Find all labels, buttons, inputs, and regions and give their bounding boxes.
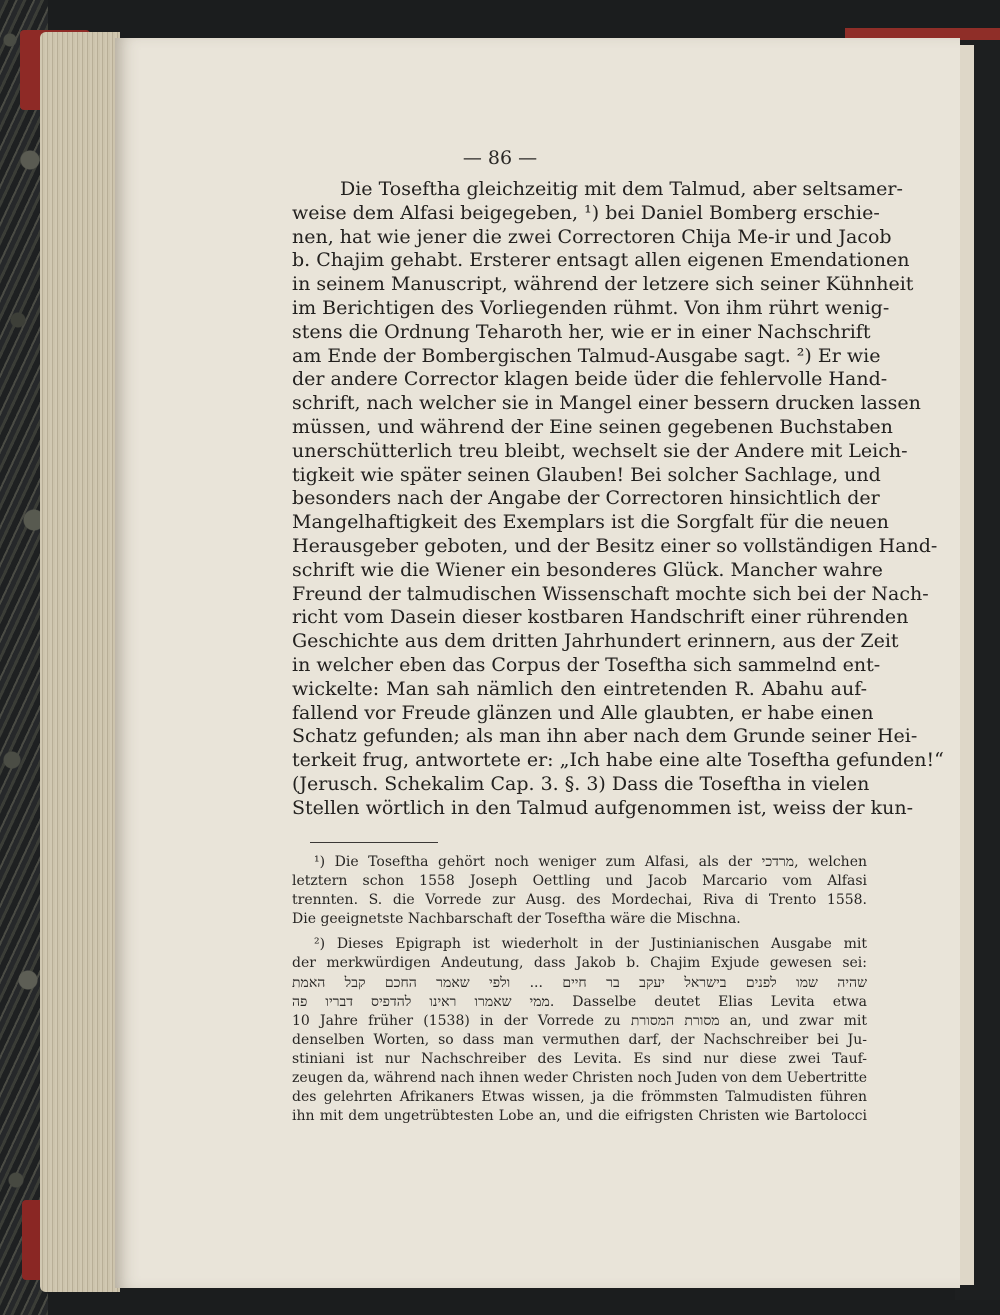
- body-line: Herausgeber geboten, und der Besitz einer so vollständigen Hand-: [292, 534, 938, 557]
- footnote-line: denselben Worten, so dass man vermuthen darf, der Nachschreiber bei Ju-: [292, 1031, 867, 1048]
- body-line: Stellen wörtlich in den Talmud aufgenommen ist, weiss der kun-: [292, 796, 913, 819]
- footnotes: [292, 853, 867, 1126]
- body-line: stens die Ordnung Teharoth her, wie er in einer Nachschrift: [292, 320, 871, 343]
- body-line: wickelte: Man sah nämlich den eintretenden R. Abahu auf-: [292, 677, 867, 700]
- body-line: schrift wie die Wiener ein besonderes Glück. Mancher wahre: [292, 558, 883, 581]
- body-line: in seinem Manuscript, während der letzere sich seiner Kühnheit: [292, 273, 914, 296]
- body-line: der andere Corrector klagen beide üder die fehlervolle Hand-: [292, 368, 888, 391]
- footnote-line: 10 Jahre früher (1538) in der Vorrede zu מסורת המסורת an, und zwar mit: [292, 1012, 868, 1029]
- body-line: unerschütterlich treu bleibt, wechselt sie der Andere mit Leich-: [292, 439, 908, 462]
- footnote-line: stiniani ist nur Nachschreiber des Levita. Es sind nur diese zwei Tauf-: [292, 1050, 867, 1067]
- footnote-line: zeugen da, während nach ihnen weder Christen noch Juden von dem Uebertritte: [292, 1070, 867, 1087]
- footnote-line: שהיה שמו לפנים בישראל יעקב בר חיים ... ולפי שאמר החכם קבל האמת: [292, 974, 867, 991]
- body-line: Die Toseftha gleichzeitig mit dem Talmud, aber seltsamer-: [340, 178, 903, 200]
- body-line: müssen, und während der Eine seinen gegebenen Buchstaben: [292, 415, 893, 438]
- body-line: richt vom Dasein dieser kostbaren Handschrift einer rührenden: [292, 606, 909, 629]
- body-line: Freund der talmudischen Wissenschaft mochte sich bei der Nach-: [292, 582, 929, 605]
- footnote-line: des gelehrten Afrikaners Etwas wissen, ja die frömmsten Talmudisten führen: [292, 1089, 867, 1106]
- footnote-line: der merkwürdigen Andeutung, dass Jakob b. Chajim Exjude gewesen sei:: [292, 955, 867, 972]
- body-line: besonders nach der Angabe der Correctoren hinsichtlich der: [292, 487, 880, 510]
- body-line: fallend vor Freude glänzen und Alle glaubten, er habe einen: [292, 701, 874, 724]
- body-line: weise dem Alfasi beigegeben, ¹) bei Daniel Bomberg erschie-: [292, 201, 880, 224]
- body-line: b. Chajim gehabt. Ersterer entsagt allen eigenen Emendationen: [292, 249, 910, 272]
- body-line: im Berichtigen des Vorliegenden rühmt. Von ihm rührt wenig-: [292, 296, 890, 319]
- body-line: Schatz gefunden; als man ihn aber nach dem Grunde seiner Hei-: [292, 725, 918, 748]
- footnote-line: ²) Dieses Epigraph ist wiederholt in der Justinianischen Ausgabe mit: [314, 936, 867, 953]
- body-line: tigkeit wie später seinen Glauben! Bei solcher Sachlage, und: [292, 463, 881, 486]
- footnote-line: ממי שאמרו ראינו להדפיס דבריו פה. Dasselbe deutet Elias Levita etwa: [292, 993, 868, 1010]
- body-line: (Jerusch. Schekalim Cap. 3. §. 3) Dass die Toseftha in vielen: [292, 772, 870, 795]
- footnote-line: Die geeignetste Nachbarschaft der Toseftha wäre die Mischna.: [292, 911, 741, 928]
- body-line: nen, hat wie jener die zwei Correctoren Chija Me-ir und Jacob: [292, 225, 892, 248]
- body-line: am Ende der Bombergischen Talmud-Ausgabe sagt. ²) Er wie: [292, 344, 881, 367]
- footnote-separator: [310, 842, 438, 843]
- body-line: in welcher eben das Corpus der Toseftha sich sammelnd ent-: [292, 653, 881, 676]
- body-line: Geschichte aus dem dritten Jahrhundert erinnern, aus der Zeit: [292, 630, 899, 653]
- footnote-line: letztern schon 1558 Joseph Oettling und Jacob Marcario vom Alfasi: [292, 873, 867, 890]
- footnote-1: [292, 853, 867, 929]
- footnote-line: ihn mit dem ungetrübtesten Lobe an, und die eifrigsten Christen wie Bartolocci: [292, 1108, 867, 1125]
- page-block-edges: [40, 32, 120, 1292]
- page-number: — 86 —: [462, 147, 538, 169]
- footnote-line: trennten. S. die Vorrede zur Ausg. des Mordechai, Riva di Trento 1558.: [292, 892, 867, 909]
- footnote-2: [292, 935, 867, 1126]
- body-line: terkeit frug, antwortete er: „Ich habe eine alte Toseftha gefunden!“: [292, 749, 944, 772]
- body-line: Mangelhaftigkeit des Exemplars ist die Sorgfalt für die neuen: [292, 511, 889, 534]
- body-line: schrift, nach welcher sie in Mangel einer bessern drucken lassen: [292, 392, 921, 415]
- facing-page-edge: [960, 45, 974, 1285]
- footnote-line: ¹) Die Toseftha gehört noch weniger zum Alfasi, als der מרדכי, welchen: [314, 854, 867, 870]
- body-text: [292, 178, 944, 821]
